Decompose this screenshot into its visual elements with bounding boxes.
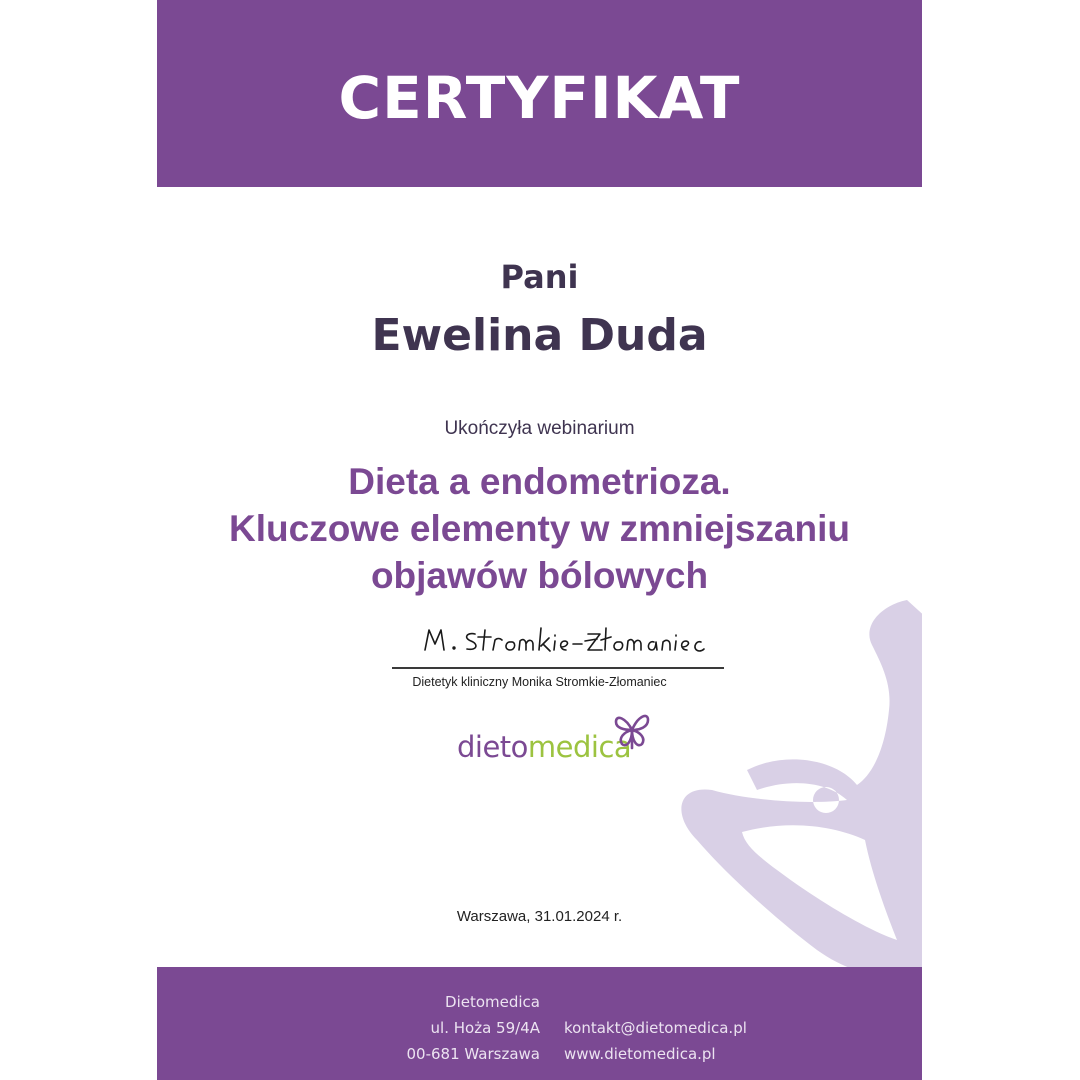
handwritten-signature [407, 620, 707, 665]
header-band [157, 0, 922, 187]
date-and-place: Warszawa, 31.01.2024 r. [456, 908, 623, 925]
course-title-line: Kluczowe elementy w zmniejszaniu [229, 508, 850, 549]
logo-wordmark-part: medica [527, 730, 632, 764]
footer-website-link[interactable]: www.dietomedica.pl [564, 1045, 716, 1063]
recipient-honorific: Pani [500, 258, 579, 296]
course-title-line: Dieta a endometrioza. [348, 461, 731, 502]
footer-address [407, 989, 540, 1067]
footer-city: 00-681 Warszawa [406, 1045, 540, 1063]
logo-wordmark-part: dieto [457, 730, 528, 764]
footer-email-link[interactable]: kontakt@dietomedica.pl [564, 1019, 747, 1037]
logo-wordmark [457, 730, 631, 764]
footer-band [157, 967, 922, 1080]
certificate-page [157, 0, 922, 1080]
footer-company: Dietomedica [445, 993, 540, 1011]
certificate-title: CERTYFIKAT [338, 64, 741, 132]
course-title [157, 458, 922, 599]
completion-text: Ukończyła webinarium [444, 418, 635, 439]
signatory-caption: Dietetyk kliniczny Monika Stromkie-Złomaniec [412, 675, 667, 689]
butterfly-icon [612, 708, 652, 752]
signature-line [392, 667, 724, 669]
footer-street: ul. Hoża 59/4A [430, 1019, 540, 1037]
course-title-line: objawów bólowych [370, 555, 709, 596]
recipient-name: Ewelina Duda [371, 310, 708, 361]
footer-contact [564, 1015, 747, 1067]
dietomedica-logo [457, 708, 657, 772]
